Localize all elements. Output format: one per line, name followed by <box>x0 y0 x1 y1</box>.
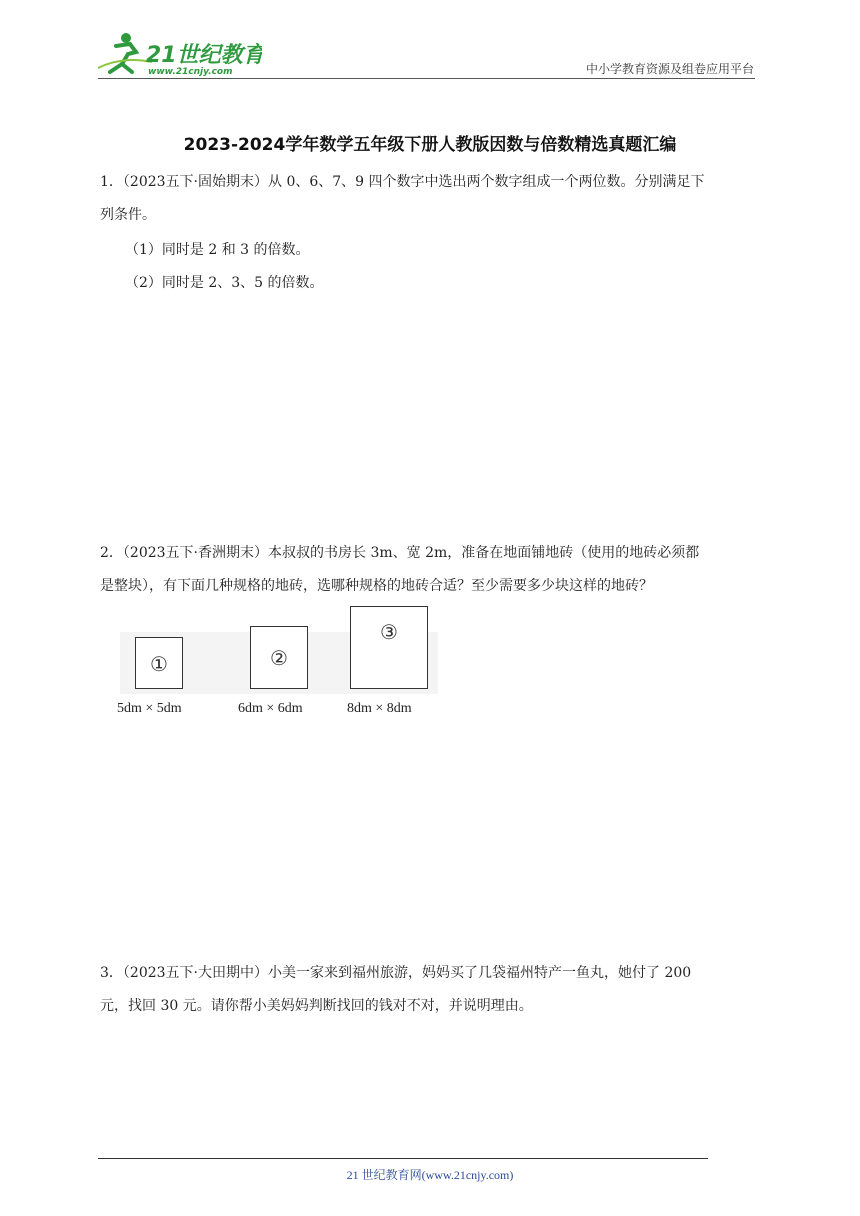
header-divider <box>98 78 755 79</box>
logo-url-text: www.21cnjy.com <box>148 67 233 77</box>
question-3-number: 3． <box>100 965 123 981</box>
tile-2-caption: 6dm × 6dm <box>238 701 303 716</box>
tile-1-caption: 5dm × 5dm <box>117 701 182 716</box>
footer-text: 21 世纪教育网(www.21cnjy.com) <box>346 1168 514 1182</box>
tile-3-caption: 8dm × 8dm <box>347 701 412 716</box>
question-1-sub-1: （1）同时是 2 和 3 的倍数。 <box>125 242 310 258</box>
question-3 <box>100 957 760 1023</box>
question-3-line-2: 元，找回 30 元。请你帮小美妈妈判断找回的钱对不对，并说明理由。 <box>100 998 533 1014</box>
question-2 <box>100 537 760 603</box>
tile-2 <box>250 626 308 689</box>
footer-divider <box>98 1158 708 1159</box>
tile-3-label: ③ <box>380 620 398 644</box>
logo-text: 21世纪教育 <box>146 43 262 68</box>
question-2-number: 2． <box>100 545 123 561</box>
logo <box>92 28 262 80</box>
logo-runner-icon <box>92 28 262 80</box>
question-1-line-1: 1．（2023五下·固始期末）从 0、6、7、9 四个数字中选出两个数字组成一个两位数。分别满足下 <box>100 174 705 190</box>
tile-1 <box>135 637 183 689</box>
tile-3 <box>350 606 428 689</box>
question-1-line-2: 列条件。 <box>100 207 156 223</box>
question-2-line-2: 是整块），有下面几种规格的地砖，选哪种规格的地砖合适？至少需要多少块这样的地砖？ <box>100 578 653 594</box>
question-2-line-1: 2．（2023五下·香洲期末）本叔叔的书房长 3m、宽 2m，准备在地面铺地砖（使用的地砖必须都 <box>100 545 700 561</box>
question-1-number: 1． <box>100 174 123 190</box>
tile-1-label: ① <box>150 652 168 676</box>
page-title: 2023-2024学年数学五年级下册人教版因数与倍数精选真题汇编 <box>183 135 677 155</box>
header-platform-text: 中小学教育资源及组卷应用平台 <box>585 62 754 76</box>
question-1-sub-2: （2）同时是 2、3、5 的倍数。 <box>125 275 324 291</box>
question-3-line-1: 3．（2023五下·大田期中）小美一家来到福州旅游，妈妈买了几袋福州特产一鱼丸，她付了 200 <box>100 965 692 981</box>
tile-2-label: ② <box>270 646 288 670</box>
question-1 <box>100 166 760 232</box>
